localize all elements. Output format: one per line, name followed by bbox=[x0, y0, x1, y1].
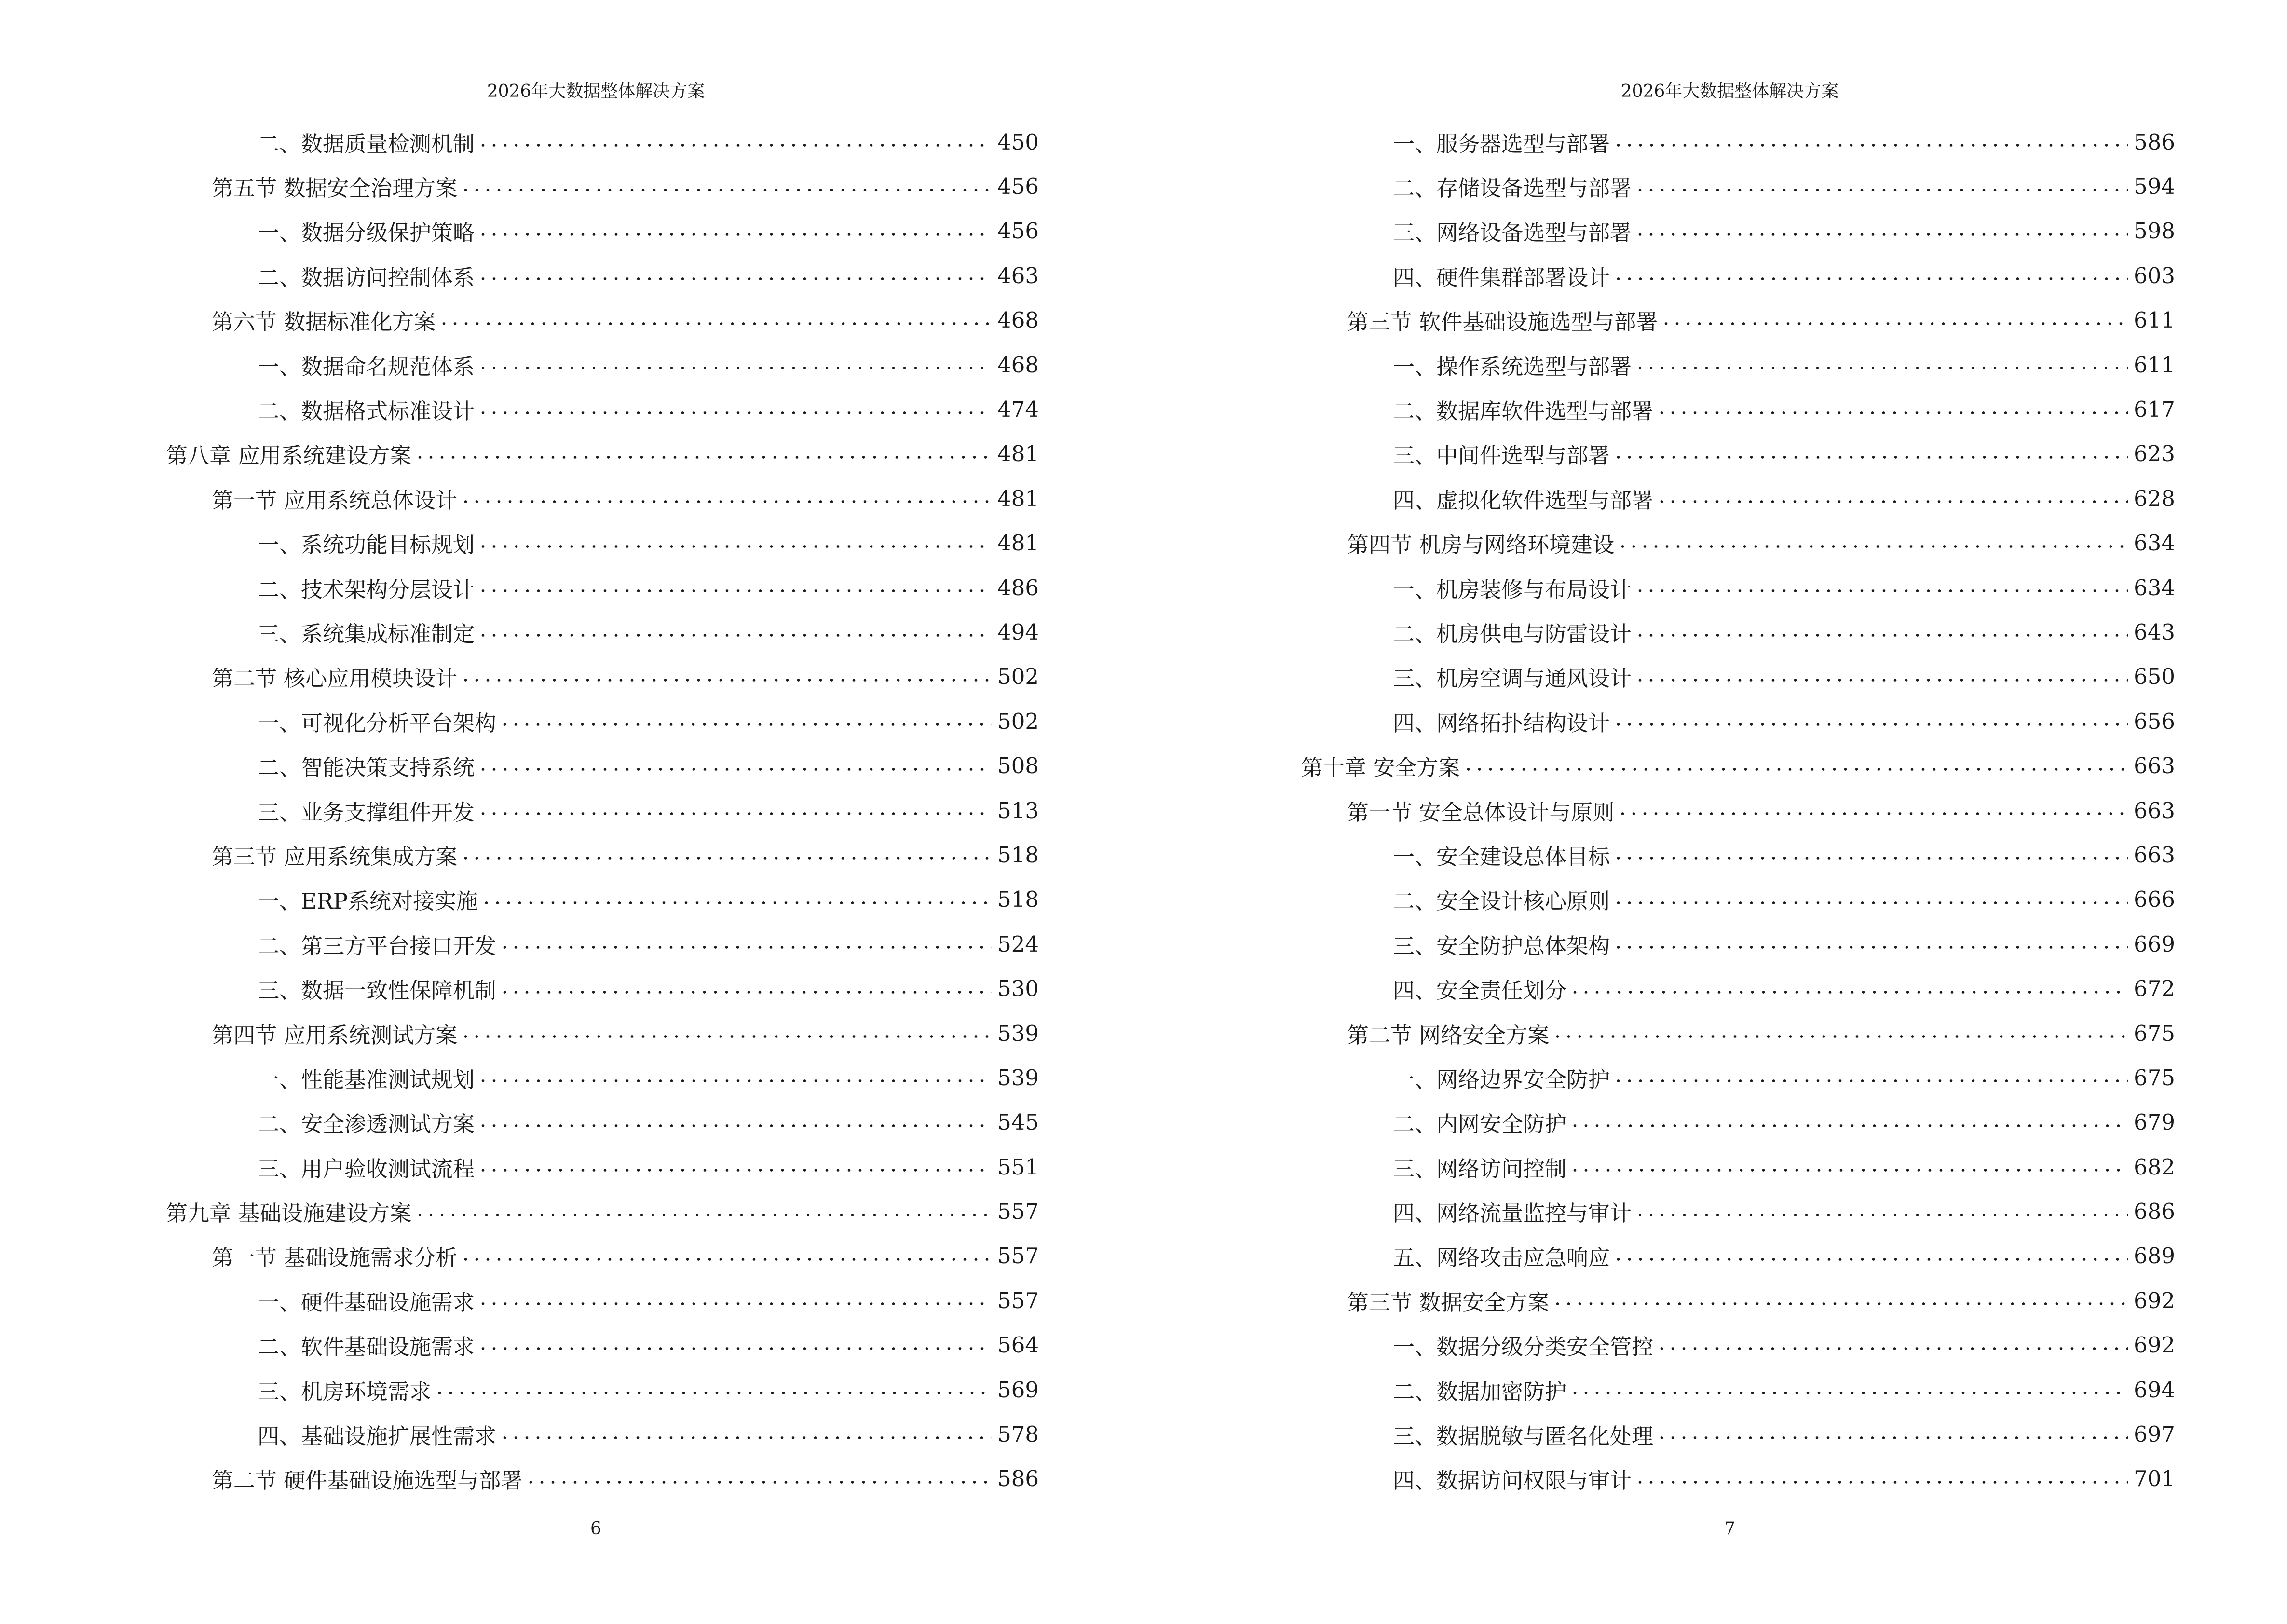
dot-leader bbox=[477, 1079, 992, 1082]
toc-entry[interactable] bbox=[1301, 877, 2175, 922]
dot-leader bbox=[499, 1436, 992, 1439]
dot-leader bbox=[1569, 1392, 2128, 1394]
toc-entry-title: 四、安全责任划分 bbox=[1393, 978, 1567, 1004]
dot-leader bbox=[1613, 946, 2128, 949]
toc-entry-title: 第六节 数据标准化方案 bbox=[212, 309, 436, 335]
toc-entry[interactable] bbox=[166, 1011, 1039, 1055]
dot-leader bbox=[499, 723, 992, 726]
toc-entry-page: 682 bbox=[2134, 1154, 2175, 1180]
dot-leader bbox=[499, 946, 992, 949]
toc-entry[interactable] bbox=[1301, 1100, 2175, 1145]
dot-leader bbox=[1656, 1347, 2128, 1350]
toc-entry[interactable] bbox=[166, 565, 1039, 610]
toc-entry[interactable] bbox=[1301, 1323, 2175, 1367]
toc-entry[interactable] bbox=[1301, 1145, 2175, 1189]
toc-entry-page: 539 bbox=[997, 1020, 1039, 1046]
toc-entry[interactable] bbox=[1301, 1011, 2175, 1055]
toc-entry[interactable] bbox=[1301, 1412, 2175, 1456]
dot-leader bbox=[1634, 1214, 2128, 1216]
toc-entry-title: 二、数据库软件选型与部署 bbox=[1393, 398, 1654, 424]
dot-leader bbox=[1634, 589, 2128, 592]
toc-entry-title: 三、网络访问控制 bbox=[1393, 1156, 1567, 1182]
toc-entry-page: 594 bbox=[2134, 174, 2175, 200]
dot-leader bbox=[477, 1124, 992, 1127]
toc-entry-title: 二、安全渗透测试方案 bbox=[258, 1111, 475, 1137]
dot-leader bbox=[460, 500, 992, 503]
toc-entry-page: 628 bbox=[2134, 485, 2175, 511]
toc-entry-page: 586 bbox=[997, 1466, 1039, 1492]
toc-entry-title: 一、机房装修与布局设计 bbox=[1393, 576, 1632, 602]
toc-entry[interactable] bbox=[1301, 832, 2175, 877]
toc-entry[interactable] bbox=[166, 788, 1039, 832]
toc-entry-title: 三、数据一致性保障机制 bbox=[258, 978, 497, 1004]
toc-entry-title: 二、数据访问控制体系 bbox=[258, 264, 475, 290]
dot-leader bbox=[477, 411, 992, 414]
toc-entry-title: 四、数据访问权限与审计 bbox=[1393, 1468, 1632, 1494]
toc-entry-title: 二、内网安全防护 bbox=[1393, 1111, 1567, 1137]
toc-entry-page: 474 bbox=[997, 396, 1039, 423]
toc-entry-page: 456 bbox=[997, 218, 1039, 244]
dot-leader bbox=[1613, 144, 2128, 147]
toc-entry[interactable] bbox=[1301, 699, 2175, 743]
toc-entry-page: 669 bbox=[2134, 931, 2175, 957]
toc-list bbox=[1301, 120, 2175, 1501]
toc-entry-page: 578 bbox=[997, 1421, 1039, 1447]
toc-entry[interactable] bbox=[1301, 1234, 2175, 1278]
toc-entry[interactable] bbox=[1301, 1189, 2175, 1233]
toc-entry-page: 692 bbox=[2134, 1332, 2175, 1358]
toc-entry-page: 617 bbox=[2134, 396, 2175, 423]
toc-entry[interactable] bbox=[1301, 922, 2175, 966]
toc-entry-page: 675 bbox=[2134, 1020, 2175, 1046]
toc-entry-title: 第二节 硬件基础设施选型与部署 bbox=[212, 1468, 523, 1494]
toc-entry-title: 二、数据格式标准设计 bbox=[258, 398, 475, 424]
dot-leader bbox=[1569, 991, 2128, 994]
dot-leader bbox=[477, 812, 992, 815]
toc-entry-page: 545 bbox=[997, 1109, 1039, 1135]
toc-entry-page: 551 bbox=[997, 1154, 1039, 1180]
toc-entry-title: 一、网络边界安全防护 bbox=[1393, 1066, 1610, 1092]
toc-entry-page: 650 bbox=[2134, 664, 2175, 690]
dot-leader bbox=[525, 1481, 992, 1484]
toc-entry[interactable] bbox=[166, 387, 1039, 431]
toc-entry-title: 第八章 应用系统建设方案 bbox=[166, 443, 412, 469]
dot-leader bbox=[477, 233, 992, 236]
toc-entry-title: 四、网络流量监控与审计 bbox=[1393, 1201, 1632, 1227]
toc-entry[interactable] bbox=[1301, 610, 2175, 654]
toc-entry[interactable] bbox=[166, 699, 1039, 743]
toc-entry[interactable] bbox=[1301, 298, 2175, 342]
toc-entry-page: 623 bbox=[2134, 441, 2175, 467]
toc-entry[interactable] bbox=[1301, 1367, 2175, 1412]
toc-entry-title: 三、用户验收测试流程 bbox=[258, 1156, 475, 1182]
toc-entry-title: 二、技术架构分层设计 bbox=[258, 576, 475, 602]
toc-entry-page: 481 bbox=[997, 485, 1039, 511]
toc-entry-title: 二、数据质量检测机制 bbox=[258, 131, 475, 157]
toc-entry-title: 第一节 安全总体设计与原则 bbox=[1347, 799, 1615, 825]
dot-leader bbox=[1661, 322, 2128, 325]
dot-leader bbox=[1634, 679, 2128, 682]
toc-entry[interactable] bbox=[166, 1100, 1039, 1145]
toc-entry[interactable] bbox=[1301, 1278, 2175, 1323]
toc-list bbox=[166, 120, 1039, 1501]
toc-entry-page: 557 bbox=[997, 1287, 1039, 1313]
dot-leader bbox=[477, 144, 992, 147]
toc-entry-page: 481 bbox=[997, 530, 1039, 556]
dot-leader bbox=[1613, 901, 2128, 904]
toc-entry-title: 五、网络攻击应急响应 bbox=[1393, 1245, 1610, 1271]
toc-entry-title: 第四节 应用系统测试方案 bbox=[212, 1022, 458, 1048]
toc-entry-title: 第三节 数据安全方案 bbox=[1347, 1289, 1550, 1315]
toc-entry[interactable] bbox=[166, 1412, 1039, 1456]
toc-entry[interactable] bbox=[166, 521, 1039, 565]
toc-entry-page: 518 bbox=[997, 887, 1039, 913]
toc-entry-page: 663 bbox=[2134, 797, 2175, 823]
running-header: 2026年大数据整体解决方案 bbox=[1620, 82, 1839, 101]
dot-leader bbox=[477, 545, 992, 548]
page-number: 7 bbox=[1724, 1519, 1735, 1539]
toc-entry[interactable] bbox=[166, 1055, 1039, 1100]
toc-entry-page: 656 bbox=[2134, 708, 2175, 734]
toc-entry-title: 第一节 基础设施需求分析 bbox=[212, 1245, 458, 1271]
toc-entry-title: 三、网络设备选型与部署 bbox=[1393, 220, 1632, 246]
dot-leader bbox=[460, 189, 992, 191]
toc-entry[interactable] bbox=[166, 1367, 1039, 1412]
dot-leader bbox=[460, 679, 992, 682]
toc-entry-title: 一、数据分级分类安全管控 bbox=[1393, 1334, 1654, 1360]
dot-leader bbox=[1656, 411, 2128, 414]
toc-entry-page: 502 bbox=[997, 664, 1039, 690]
toc-entry[interactable] bbox=[166, 1457, 1039, 1501]
toc-entry[interactable] bbox=[1301, 476, 2175, 520]
toc-entry-page: 456 bbox=[997, 174, 1039, 200]
toc-entry[interactable] bbox=[166, 164, 1039, 208]
dot-leader bbox=[1613, 1079, 2128, 1082]
toc-entry[interactable] bbox=[1301, 1457, 2175, 1501]
toc-entry[interactable] bbox=[1301, 432, 2175, 476]
toc-entry-page: 486 bbox=[997, 574, 1039, 600]
toc-entry-title: 二、智能决策支持系统 bbox=[258, 755, 475, 781]
toc-entry-title: 三、安全防护总体架构 bbox=[1393, 933, 1610, 959]
toc-entry-title: 第一节 应用系统总体设计 bbox=[212, 487, 458, 513]
toc-entry-page: 694 bbox=[2134, 1377, 2175, 1403]
toc-entry-page: 675 bbox=[2134, 1064, 2175, 1091]
toc-entry-page: 539 bbox=[997, 1064, 1039, 1091]
dot-leader bbox=[1613, 277, 2128, 280]
dot-leader bbox=[1613, 1258, 2128, 1261]
dot-leader bbox=[1613, 723, 2128, 726]
dot-leader bbox=[1634, 233, 2128, 236]
toc-entry[interactable] bbox=[166, 877, 1039, 922]
toc-entry-title: 一、ERP系统对接实施 bbox=[258, 888, 478, 914]
toc-entry-title: 二、软件基础设施需求 bbox=[258, 1334, 475, 1360]
toc-entry-page: 598 bbox=[2134, 218, 2175, 244]
dot-leader bbox=[1617, 812, 2128, 815]
toc-entry-title: 一、性能基准测试规划 bbox=[258, 1066, 475, 1092]
toc-entry[interactable] bbox=[166, 1189, 1039, 1233]
dot-leader bbox=[499, 991, 992, 994]
toc-entry-page: 481 bbox=[997, 441, 1039, 467]
toc-entry-page: 508 bbox=[997, 753, 1039, 779]
toc-entry-title: 一、可视化分析平台架构 bbox=[258, 710, 497, 736]
dot-leader bbox=[1634, 367, 2128, 369]
toc-entry-title: 三、机房空调与通风设计 bbox=[1393, 666, 1632, 692]
toc-entry-page: 603 bbox=[2134, 262, 2175, 288]
dot-leader bbox=[1552, 1035, 2128, 1038]
toc-entry[interactable] bbox=[1301, 966, 2175, 1010]
toc-entry[interactable] bbox=[1301, 1055, 2175, 1100]
dot-leader bbox=[1569, 1169, 2128, 1172]
dot-leader bbox=[460, 1258, 992, 1261]
dot-leader bbox=[460, 1035, 992, 1038]
toc-entry[interactable] bbox=[166, 743, 1039, 788]
toc-entry[interactable] bbox=[1301, 387, 2175, 431]
toc-entry[interactable] bbox=[166, 476, 1039, 520]
toc-entry-title: 四、硬件集群部署设计 bbox=[1393, 264, 1610, 290]
toc-entry-title: 二、第三方平台接口开发 bbox=[258, 933, 497, 959]
toc-entry-page: 450 bbox=[997, 129, 1039, 155]
toc-entry-title: 一、安全建设总体目标 bbox=[1393, 844, 1610, 870]
toc-entry[interactable] bbox=[166, 120, 1039, 164]
toc-entry-page: 686 bbox=[2134, 1199, 2175, 1225]
toc-entry-page: 697 bbox=[2134, 1421, 2175, 1447]
toc-entry[interactable] bbox=[166, 655, 1039, 699]
toc-entry-title: 三、系统集成标准制定 bbox=[258, 621, 475, 647]
toc-entry[interactable] bbox=[166, 298, 1039, 342]
toc-entry-title: 一、服务器选型与部署 bbox=[1393, 131, 1610, 157]
toc-entry[interactable] bbox=[166, 432, 1039, 476]
toc-entry-page: 468 bbox=[997, 352, 1039, 378]
toc-entry[interactable] bbox=[166, 832, 1039, 877]
toc-entry-title: 二、数据加密防护 bbox=[1393, 1378, 1567, 1405]
running-header: 2026年大数据整体解决方案 bbox=[487, 82, 705, 101]
dot-leader bbox=[477, 1347, 992, 1350]
dot-leader bbox=[481, 901, 992, 904]
toc-entry[interactable] bbox=[1301, 164, 2175, 208]
toc-entry-page: 524 bbox=[997, 931, 1039, 957]
dot-leader bbox=[477, 367, 992, 369]
toc-entry[interactable] bbox=[166, 922, 1039, 966]
toc-entry[interactable] bbox=[1301, 743, 2175, 788]
toc-entry-title: 第十章 安全方案 bbox=[1301, 755, 1460, 781]
toc-entry-page: 611 bbox=[2134, 307, 2175, 333]
toc-entry[interactable] bbox=[1301, 342, 2175, 387]
toc-entry-title: 第三节 应用系统集成方案 bbox=[212, 844, 458, 870]
dot-leader bbox=[1463, 768, 2128, 771]
toc-entry-title: 二、机房供电与防雷设计 bbox=[1393, 621, 1632, 647]
toc-entry-title: 三、中间件选型与部署 bbox=[1393, 443, 1610, 469]
toc-entry[interactable] bbox=[166, 209, 1039, 253]
toc-entry-page: 518 bbox=[997, 842, 1039, 868]
dot-leader bbox=[438, 322, 992, 325]
toc-entry-page: 569 bbox=[997, 1377, 1039, 1403]
toc-entry[interactable] bbox=[1301, 521, 2175, 565]
toc-entry[interactable] bbox=[1301, 253, 2175, 298]
toc-entry-title: 四、虚拟化软件选型与部署 bbox=[1393, 487, 1654, 513]
toc-entry-title: 四、网络拓扑结构设计 bbox=[1393, 710, 1610, 736]
toc-entry-page: 634 bbox=[2134, 574, 2175, 600]
toc-entry-page: 672 bbox=[2134, 976, 2175, 1002]
toc-entry[interactable] bbox=[166, 966, 1039, 1010]
dot-leader bbox=[1656, 500, 2128, 503]
dot-leader bbox=[414, 456, 992, 459]
toc-entry-title: 一、系统功能目标规划 bbox=[258, 532, 475, 558]
dot-leader bbox=[434, 1392, 992, 1394]
toc-entry-title: 第五节 数据安全治理方案 bbox=[212, 176, 458, 202]
toc-entry-title: 一、操作系统选型与部署 bbox=[1393, 354, 1632, 380]
toc-entry-page: 666 bbox=[2134, 887, 2175, 913]
dot-leader bbox=[1569, 1124, 2128, 1127]
dot-leader bbox=[460, 857, 992, 860]
toc-entry[interactable] bbox=[166, 1234, 1039, 1278]
toc-entry[interactable] bbox=[166, 1278, 1039, 1323]
toc-entry-title: 第二节 核心应用模块设计 bbox=[212, 666, 458, 692]
right-page bbox=[1144, 0, 2287, 1624]
toc-entry-page: 494 bbox=[997, 619, 1039, 645]
toc-entry-page: 557 bbox=[997, 1199, 1039, 1225]
toc-entry-title: 第九章 基础设施建设方案 bbox=[166, 1201, 412, 1227]
dot-leader bbox=[477, 1169, 992, 1172]
toc-entry-page: 701 bbox=[2134, 1466, 2175, 1492]
toc-entry-page: 586 bbox=[2134, 129, 2175, 155]
dot-leader bbox=[1634, 189, 2128, 191]
toc-entry-page: 679 bbox=[2134, 1109, 2175, 1135]
toc-entry[interactable] bbox=[166, 253, 1039, 298]
dot-leader bbox=[477, 1302, 992, 1305]
toc-entry[interactable] bbox=[1301, 788, 2175, 832]
toc-entry[interactable] bbox=[1301, 565, 2175, 610]
dot-leader bbox=[1634, 1481, 2128, 1484]
dot-leader bbox=[414, 1214, 992, 1216]
toc-entry-page: 463 bbox=[997, 262, 1039, 288]
dot-leader bbox=[477, 768, 992, 771]
toc-entry-page: 468 bbox=[997, 307, 1039, 333]
toc-entry[interactable] bbox=[166, 610, 1039, 654]
dot-leader bbox=[1656, 1436, 2128, 1439]
toc-entry-page: 663 bbox=[2134, 842, 2175, 868]
toc-entry-title: 一、数据分级保护策略 bbox=[258, 220, 475, 246]
toc-entry-title: 二、安全设计核心原则 bbox=[1393, 888, 1610, 914]
dot-leader bbox=[477, 634, 992, 637]
toc-entry-page: 513 bbox=[997, 797, 1039, 823]
toc-entry[interactable] bbox=[1301, 209, 2175, 253]
toc-entry[interactable] bbox=[166, 1323, 1039, 1367]
dot-leader bbox=[1613, 857, 2128, 860]
toc-entry-title: 一、硬件基础设施需求 bbox=[258, 1289, 475, 1315]
page-number: 6 bbox=[590, 1519, 601, 1539]
toc-entry-page: 611 bbox=[2134, 352, 2175, 378]
dot-leader bbox=[1617, 545, 2128, 548]
toc-entry[interactable] bbox=[166, 1145, 1039, 1189]
toc-entry-page: 663 bbox=[2134, 753, 2175, 779]
toc-entry-page: 689 bbox=[2134, 1243, 2175, 1269]
dot-leader bbox=[1613, 456, 2128, 459]
toc-entry-title: 三、业务支撑组件开发 bbox=[258, 799, 475, 825]
toc-entry-title: 二、存储设备选型与部署 bbox=[1393, 176, 1632, 202]
toc-entry[interactable] bbox=[1301, 655, 2175, 699]
toc-entry-title: 三、机房环境需求 bbox=[258, 1378, 432, 1405]
toc-entry-title: 一、数据命名规范体系 bbox=[258, 354, 475, 380]
toc-entry[interactable] bbox=[1301, 120, 2175, 164]
toc-entry-page: 557 bbox=[997, 1243, 1039, 1269]
toc-entry[interactable] bbox=[166, 342, 1039, 387]
toc-entry-title: 第二节 网络安全方案 bbox=[1347, 1022, 1550, 1048]
toc-entry-title: 三、数据脱敏与匿名化处理 bbox=[1393, 1423, 1654, 1449]
toc-entry-title: 第三节 软件基础设施选型与部署 bbox=[1347, 309, 1658, 335]
dot-leader bbox=[1552, 1302, 2128, 1305]
toc-entry-page: 530 bbox=[997, 976, 1039, 1002]
dot-leader bbox=[477, 277, 992, 280]
toc-entry-page: 564 bbox=[997, 1332, 1039, 1358]
dot-leader bbox=[477, 589, 992, 592]
toc-entry-page: 634 bbox=[2134, 530, 2175, 556]
toc-entry-title: 第四节 机房与网络环境建设 bbox=[1347, 532, 1615, 558]
toc-entry-page: 643 bbox=[2134, 619, 2175, 645]
toc-entry-page: 502 bbox=[997, 708, 1039, 734]
toc-entry-page: 692 bbox=[2134, 1287, 2175, 1313]
toc-entry-title: 四、基础设施扩展性需求 bbox=[258, 1423, 497, 1449]
dot-leader bbox=[1634, 634, 2128, 637]
